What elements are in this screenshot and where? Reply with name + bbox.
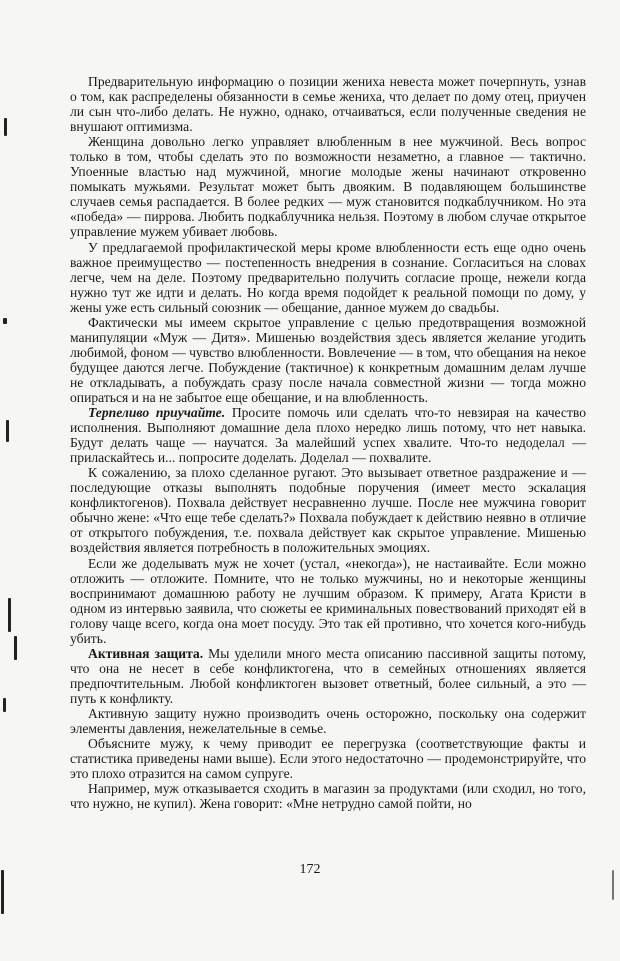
paragraph-10 <box>70 736 586 781</box>
scan-edge-mark <box>612 870 614 900</box>
paragraph-4 <box>70 315 586 405</box>
paragraph-text: Женщина довольно легко управляет влюбленным в нее мужчиной. Весь вопрос только в том, чтобы сделать это по возможности незаметно, а главное — тактично. Упоенные властью над мужчиной, многие молодые жены начинают откровенно помыкать мужьями. Результат может быть двояким. В подавляющем большинстве случаев семья распадается. В более редких — муж становится подкаблучником. Но эта «победа» — пиррова. Любить подкаблучника нельзя. Поэтому в любом случае открытое управление мужем убивает любовь. <box>70 134 586 240</box>
page-number: 172 <box>299 862 321 877</box>
paragraph-text: Просите помочь или сделать что-то невзирая на качество исполнения. Выполняют домашние дела плохо нередко лишь потому, что нет навыка. Будут делать чаще — научатся. За малейший успех хвалите. Что-то недоделал — приласкайтесь и... попросите доделать. Доделал — похвалите. <box>70 405 587 466</box>
paragraph-lead-heading: Терпеливо приучайте. <box>88 405 226 421</box>
paragraph-text: Активную защиту нужно производить очень осторожно, поскольку она содержит элементы давления, нежелательные в семье. <box>70 705 586 737</box>
paragraph-text: К сожалению, за плохо сделанное ругают. Это вызывает ответное раздражение и — последующие отказы выполнять подобные поручения (имеет место эскалация конфликтогенов). Похвала действует несравненно лучше. После нее мужчина говорит обычно жене: «Что еще тебе сделать?» Похвала побуждает к действию неявно в отличие от открытого побуждения, т.е. похвала действует как скрытое управление. Мишенью воздействия является потребность в положительных эмоциях. <box>70 465 586 556</box>
scan-edge-mark <box>4 118 7 136</box>
paragraph-text: Мы уделили много места описанию пассивной защиты потому, что она не несет в себе конфликтогена, что в семейных отношениях является предпочтительным. Любой конфликтоген вызовет ответный, более сильный, а это — путь к конфликту. <box>70 645 586 706</box>
paragraph-text: Если же доделывать муж не хочет (устал, «некогда»), не настаивайте. Если можно отложить — отложите. Помните, что не только мужчины, но и некоторые женщины воспринимают домашнюю работу не лучшим образом. К примеру, Агата Кристи в одном из интервью заявила, что сюжеты ее криминальных повествований приходят ей в голову чаще всего, когда она моет посуду. Это так ей противно, что хочется кого-нибудь убить. <box>70 555 586 646</box>
paragraph-11 <box>70 781 586 811</box>
paragraph-text: Объясните мужу, к чему приводит ее перегрузка (соответствующие факты и статистика приведены нами выше). Если этого недостаточно — продемонстрируйте, что это плохо отразится на самом супруге. <box>70 736 586 782</box>
paragraph-2 <box>70 134 586 239</box>
paragraph-9 <box>70 706 586 736</box>
scan-edge-mark <box>8 598 11 632</box>
scan-edge-mark <box>1 870 4 914</box>
paragraph-5 <box>70 405 586 465</box>
paragraph-3 <box>70 240 586 315</box>
paragraph-text: У предлагаемой профилактической меры кроме влюбленности есть еще одно очень важное преимущество — постепенность внедрения в сознание. Согласиться на словах легче, чем на деле. Поэтому предварительно получить согласие проще, нежели когда нужно тут же идти и делать. Но когда время подойдет к реальной помощи по дому, у жены уже есть сильный союзник — обещание, данное мужем до свадьбы. <box>70 239 586 315</box>
body-text <box>70 74 586 811</box>
scan-edge-mark <box>3 698 6 712</box>
scan-edge-mark <box>3 318 7 324</box>
paragraph-6 <box>70 465 586 555</box>
scan-edge-mark <box>14 636 17 660</box>
paragraph-7 <box>70 556 586 646</box>
paragraph-1 <box>70 74 586 134</box>
paragraph-text: Фактически мы имеем скрытое управление с целью предотвращения возможной манипуляции «Муж — Дитя». Мишенью воздействия здесь является желание угодить любимой, фоном — чувство влюбленности. Вовлечение — в том, что обещания на некое будущее даются легче. Побуждение (тактичное) к конкретным домашним делам лучше не откладывать, а побуждать сразу после начала совместной жизни — тогда можно опираться и на не забытое еще обещание, и на влюбленность. <box>70 314 586 405</box>
paragraph-8 <box>70 646 586 706</box>
paragraph-text: Например, муж отказывается сходить в магазин за продуктами (или сходил, но того, что нужно, не купил). Жена говорит: «Мне нетрудно самой пойти, но <box>70 781 586 812</box>
paragraph-text: Предварительную информацию о позиции жениха невеста может почерпнуть, узнав о том, как распределены обязанности в семье жениха, что делает по дому отец, приучен ли сын что-либо делать. Не нужно, однако, отчаиваться, если полученные сведения не внушают оптимизма. <box>70 74 586 135</box>
scan-edge-mark <box>6 420 9 442</box>
paragraph-lead-heading: Активная защита. <box>88 645 204 661</box>
